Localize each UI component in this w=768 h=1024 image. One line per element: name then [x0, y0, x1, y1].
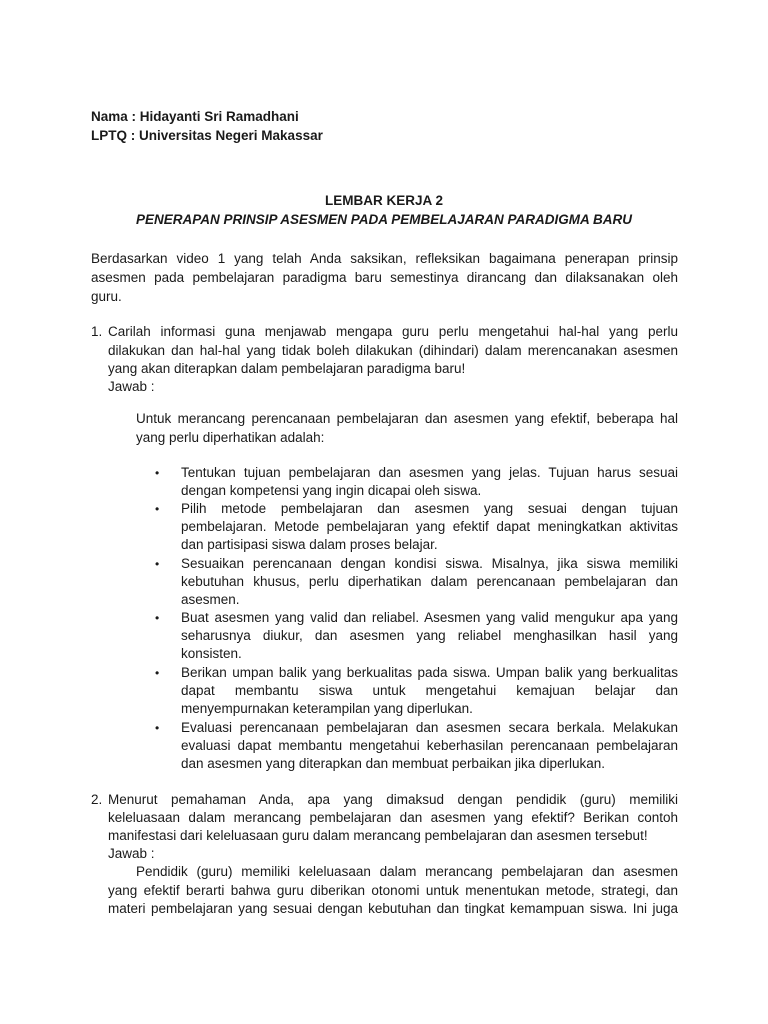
- answer-label: Jawab :: [108, 379, 155, 394]
- bullet-line: dan asesmen yang diterapkan dan membuat perbaikan jika diperlukan.: [181, 756, 606, 771]
- bullet-icon: •: [155, 466, 160, 480]
- worksheet-subtitle: PENERAPAN PRINSIP ASESMEN PADA PEMBELAJARAN PARADIGMA BARU: [135, 212, 633, 227]
- bullet-line: Buat asesmen yang valid dan reliabel. Asesmen yang valid mengukur apa yang: [181, 610, 678, 625]
- intro-line-3: guru.: [91, 289, 122, 304]
- question-2-number: 2.: [91, 792, 103, 807]
- answer-2-line: Pendidik (guru) memiliki keleluasaan dalam merancang pembelajaran dan asesmen: [136, 864, 678, 879]
- bullet-icon: •: [155, 666, 160, 680]
- question-2-line: keleluasaan dalam merancang pembelajaran dan asesmen yang efektif? Berikan contoh: [108, 810, 678, 825]
- answer-1-intro: yang perlu diperhatikan adalah:: [136, 430, 325, 445]
- bullet-line: kebutuhan khusus, perlu diperhatikan dalam perencanaan pembelajaran dan: [181, 574, 678, 589]
- answer-label: Jawab :: [108, 846, 155, 861]
- bullet-line: Pilih metode pembelajaran dan asesmen yang sesuai dengan tujuan: [181, 501, 678, 516]
- bullet-line: Sesuaikan perencanaan dengan kondisi siswa. Misalnya, jika siswa memiliki: [181, 556, 678, 571]
- bullet-icon: •: [155, 557, 160, 571]
- student-name: Nama : Hidayanti Sri Ramadhani: [91, 109, 299, 124]
- bullet-icon: •: [155, 721, 160, 735]
- bullet-line: seharusnya diukur, dan asesmen yang reliabel menghasilkan hasil yang: [181, 628, 678, 643]
- question-1-line: yang akan diterapkan dalam pembelajaran paradigma baru!: [108, 361, 466, 376]
- bullet-line: menyempurnakan keterampilan yang diperlukan.: [181, 701, 473, 716]
- bullet-line: dengan kompetensi yang ingin dicapai oleh siswa.: [181, 483, 482, 498]
- intro-line-1: Berdasarkan video 1 yang telah Anda saksikan, refleksikan bagaimana penerapan prinsip: [91, 251, 678, 266]
- bullet-line: Tentukan tujuan pembelajaran dan asesmen yang jelas. Tujuan harus sesuai: [181, 465, 678, 480]
- question-1-line: Carilah informasi guna menjawab mengapa guru perlu mengetahui hal-hal yang perlu: [108, 324, 678, 339]
- question-1-line: dilakukan dan hal-hal yang tidak boleh dilakukan (dihindari) dalam merencanakan asesmen: [108, 343, 678, 358]
- answer-2-line: materi pembelajaran yang sesuai dengan kebutuhan dan tingkat kemampuan siswa. Ini juga: [108, 901, 678, 916]
- bullet-line: evaluasi dapat membantu mengetahui keberhasilan perencanaan pembelajaran: [181, 738, 678, 753]
- worksheet-title: LEMBAR KERJA 2: [324, 193, 443, 208]
- question-1-number: 1.: [91, 324, 103, 339]
- bullet-line: asesmen.: [181, 592, 240, 607]
- bullet-line: Berikan umpan balik yang berkualitas pada siswa. Umpan balik yang berkualitas: [181, 665, 678, 680]
- answer-2-line: yang efektif berarti bahwa guru diberikan otonomi untuk menentukan metode, strategi, dan: [108, 883, 678, 898]
- bullet-line: dan partisipasi siswa dalam proses belajar.: [181, 537, 438, 552]
- question-2-line: Menurut pemahaman Anda, apa yang dimaksud dengan pendidik (guru) memiliki: [108, 792, 678, 807]
- bullet-icon: •: [155, 502, 160, 516]
- bullet-line: Evaluasi perencanaan pembelajaran dan asesmen secara berkala. Melakukan: [181, 720, 678, 735]
- bullet-line: dapat membantu siswa untuk mengetahui kemajuan belajar dan: [181, 683, 678, 698]
- question-2-line: manifestasi dari keleluasaan guru dalam merancang pembelajaran dan asesmen tersebut!: [108, 828, 648, 843]
- bullet-line: pembelajaran. Metode pembelajaran yang efektif dapat meningkatkan aktivitas: [181, 519, 678, 534]
- bullet-icon: •: [155, 611, 160, 625]
- answer-1-intro: Untuk merancang perencanaan pembelajaran dan asesmen yang efektif, beberapa hal: [136, 411, 678, 426]
- intro-line-2: asesmen pada pembelajaran paradigma baru semestinya dirancang dan dilaksanakan oleh: [91, 270, 678, 285]
- institution: LPTQ : Universitas Negeri Makassar: [91, 128, 323, 143]
- bullet-line: konsisten.: [181, 646, 242, 661]
